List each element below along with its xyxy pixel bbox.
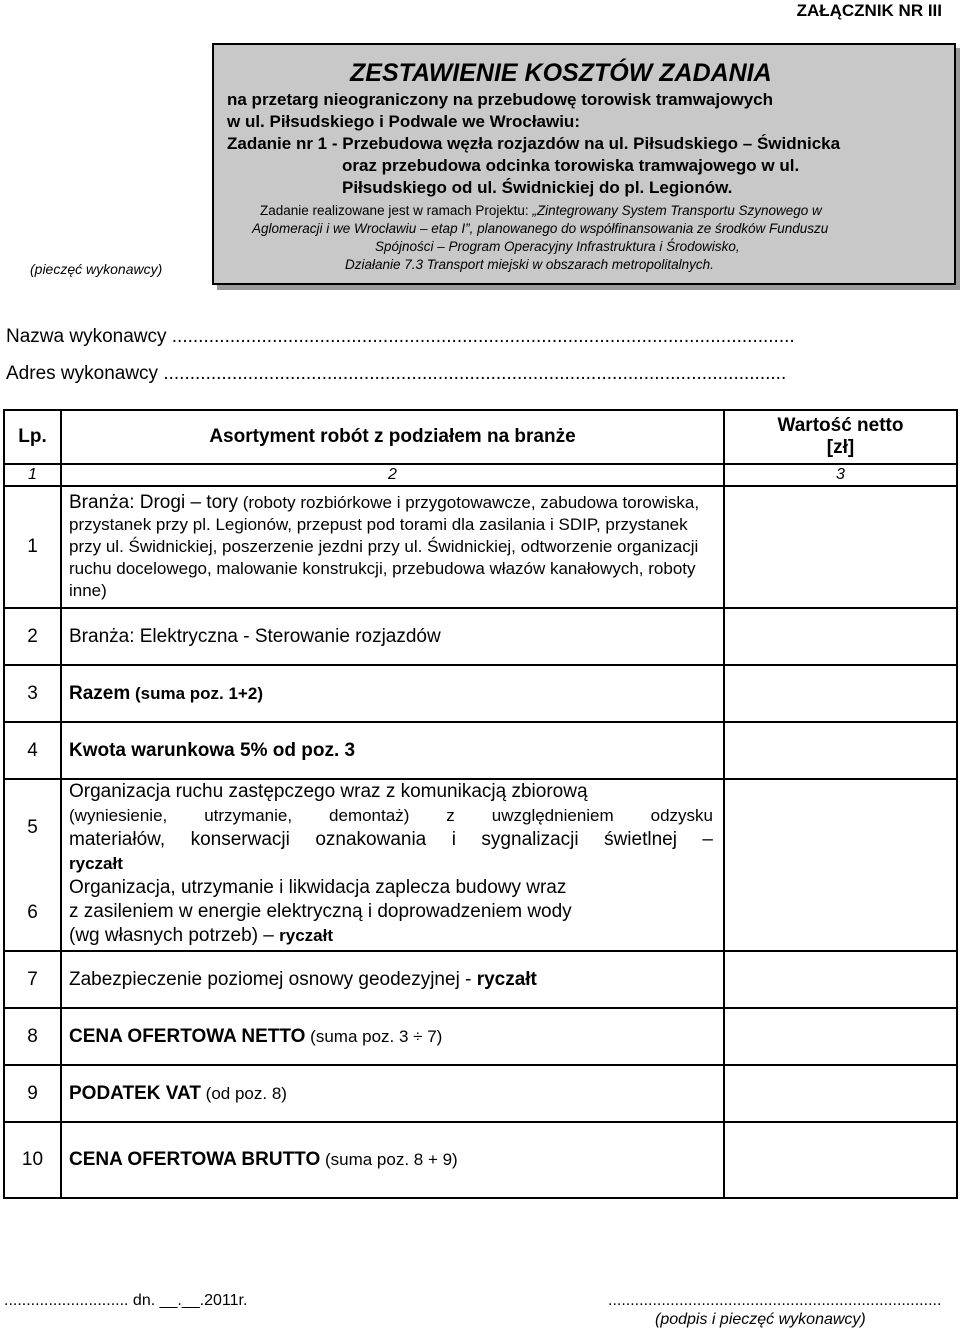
date-place-field[interactable]: ............................ dn. __.__.2011r. [4, 1292, 248, 1309]
title-line-5: Piłsudskiego od ul. Świdnickiej do pl. Legionów. [342, 178, 733, 197]
row-text: (wg własnych potrzeb) – [69, 925, 280, 946]
row-details: (roboty rozbiórkowe i przygotowawcze, zabudowa torowiska, przystanek przy pl. Legionów, przepust pod torami dla zasilania i SDIP, przystanek przy ul. Świdnickiej, poszerzenie jezdni przy ul. Świdnickiej, odtworzenie organizacji ruchu docelowego, malowanie konstrukcji, przebudowa włazów kanałowych, roboty inne) [69, 493, 700, 600]
title-line-1: na przetarg nieograniczony na przebudowę torowisk tramwajowych [227, 90, 773, 109]
row-value-cell[interactable] [724, 779, 957, 876]
row-text: (suma poz. 1+2) [130, 683, 263, 703]
table-row [4, 722, 957, 779]
row-description [61, 1008, 724, 1065]
row-description [61, 1122, 724, 1198]
title-line-2: w ul. Piłsudskiego i Podwale we Wrocławiu: [227, 112, 580, 131]
row-description [61, 486, 724, 608]
table-row [4, 486, 957, 608]
row-number: 7 [4, 951, 61, 1008]
row-bold-text: ryczałt [476, 968, 537, 990]
row-line: z zasileniem w energie elektryczną i doprowadzeniem wody [69, 901, 572, 922]
column-number: 3 [724, 464, 957, 486]
row-bold-text: PODATEK VAT [69, 1082, 201, 1104]
row-line: (wyniesienie, utrzymanie, demontaż) z uwzględnieniem odzysku [69, 806, 713, 825]
row-description [61, 951, 724, 1008]
row-text: (suma poz. 8 + 9) [320, 1150, 458, 1169]
row-description: Kwota warunkowa 5% od poz. 3 [61, 722, 724, 779]
row-value-cell[interactable] [724, 665, 957, 722]
row-number: 4 [4, 722, 61, 779]
row-value-cell[interactable] [724, 722, 957, 779]
table-row [4, 1122, 957, 1198]
row-description: Branża: Elektryczna - Sterowanie rozjazdów [61, 608, 724, 665]
row-description [61, 665, 724, 722]
column-number: 2 [61, 464, 724, 486]
row-number: 5 [4, 779, 61, 876]
row-value-cell[interactable] [724, 608, 957, 665]
row-description [61, 1065, 724, 1122]
row-text: Zabezpieczenie poziomej osnowy geodezyjnej - [69, 968, 477, 990]
row-description [61, 779, 724, 876]
column-number: 1 [4, 464, 61, 486]
project-line-2: Aglomeracji i we Wrocławiu – etap I”, planowanego do współfinansowania ze środków Funduszu [252, 221, 829, 236]
row-description [61, 876, 724, 951]
table-row [4, 876, 957, 951]
table-header-row [4, 410, 957, 464]
row-text: (od poz. 8) [200, 1083, 287, 1103]
table-row [4, 665, 957, 722]
row-value-cell[interactable] [724, 1008, 957, 1065]
row-value-cell[interactable] [724, 876, 957, 951]
row-number: 2 [4, 608, 61, 665]
table-row [4, 951, 957, 1008]
row-bold-text: Razem [69, 682, 131, 704]
header-lp: Lp. [4, 410, 61, 464]
annex-label: ZAŁĄCZNIK NR III [796, 1, 942, 20]
table-row [4, 1008, 957, 1065]
column-number-row [4, 464, 957, 486]
row-line: Organizacja, utrzymanie i likwidacja zaplecza budowy wraz [69, 877, 567, 898]
row-number: 9 [4, 1065, 61, 1122]
row-lead: Branża: Drogi – tory [69, 492, 238, 513]
title-box [212, 43, 956, 285]
signature-label: (podpis i pieczęć wykonawcy) [655, 1311, 866, 1328]
row-line [69, 924, 713, 948]
row-number: 3 [4, 665, 61, 722]
project-name-start: „Zintegrowany System Transportu Szynowego w [532, 203, 822, 218]
contractor-name-field[interactable]: Nazwa wykonawcy ...................................................................................................................... [6, 326, 795, 347]
header-assortment: Asortyment robót z podziałem na branże [61, 410, 724, 464]
signature-field[interactable]: ........................................................................... [608, 1292, 942, 1309]
header-value-line2: [zł] [826, 437, 855, 458]
title-line-3: Zadanie nr 1 - Przebudowa węzła rozjazdów na ul. Piłsudskiego – Świdnicka [227, 134, 841, 153]
row-value-cell[interactable] [724, 486, 957, 608]
row-bold-text: ryczałt [69, 854, 123, 873]
row-line: Organizacja ruchu zastępczego wraz z komunikacją zbiorową [69, 781, 588, 802]
table-row [4, 779, 957, 876]
project-line-3: Spójności – Program Operacyjny Infrastruktura i Środowisko, [375, 239, 740, 254]
header-value-line1: Wartość netto [777, 415, 904, 436]
title-line-4: oraz przebudowa odcinka torowiska tramwajowego w ul. [342, 156, 800, 175]
row-line: materiałów, konserwacji oznakowania i sygnalizacji świetlnej – [69, 829, 713, 850]
contractor-address-field[interactable]: Adres wykonawcy ...................................................................................................................... [6, 363, 787, 384]
row-value-cell[interactable] [724, 1065, 957, 1122]
row-number: 6 [4, 876, 61, 951]
row-bold-text: ryczałt [279, 926, 334, 945]
row-value-cell[interactable] [724, 1122, 957, 1198]
row-text: (suma poz. 3 ÷ 7) [305, 1026, 443, 1046]
document-title: ZESTAWIENIE KOSZTÓW ZADANIA [350, 59, 772, 87]
row-number: 1 [4, 486, 61, 608]
seal-placeholder-label: (pieczęć wykonawcy) [30, 261, 163, 277]
row-number: 8 [4, 1008, 61, 1065]
table-row [4, 608, 957, 665]
header-value [724, 410, 957, 464]
row-value-cell[interactable] [724, 951, 957, 1008]
project-line-4: Działanie 7.3 Transport miejski w obszarach metropolitalnych. [345, 257, 714, 272]
row-bold-text: CENA OFERTOWA BRUTTO [69, 1149, 321, 1170]
row-bold-text: CENA OFERTOWA NETTO [69, 1025, 306, 1047]
cost-table [3, 409, 958, 1199]
table-row [4, 1065, 957, 1122]
project-line-1 [260, 202, 822, 220]
project-intro: Zadanie realizowane jest w ramach Projektu: [260, 203, 533, 218]
row-number: 10 [4, 1122, 61, 1198]
